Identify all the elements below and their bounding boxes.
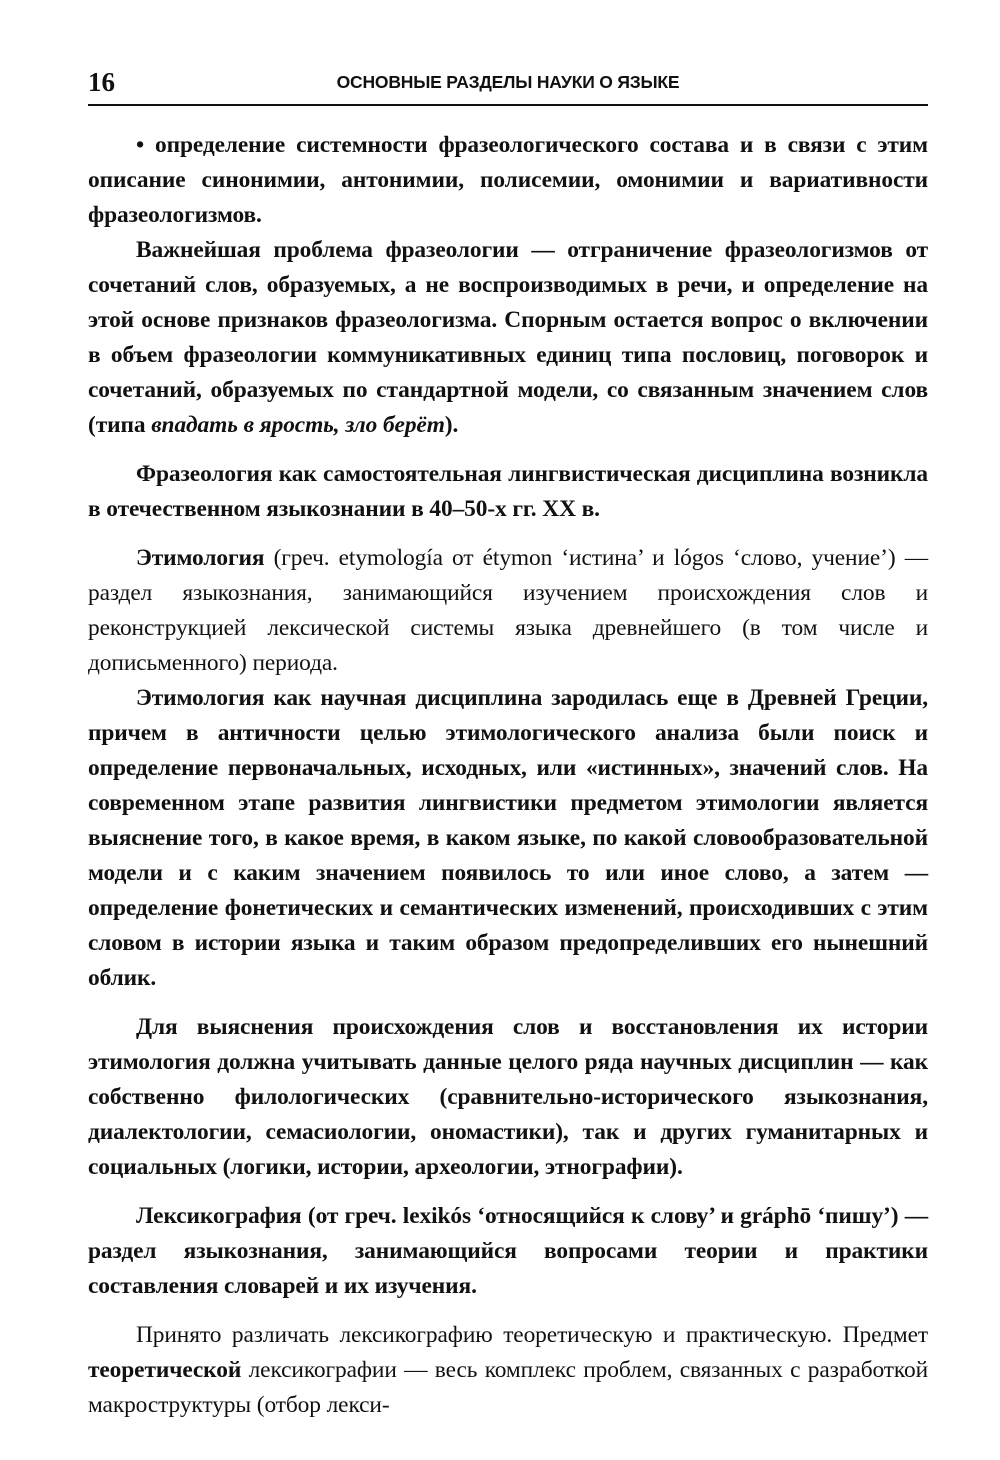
paragraph-phraseology-origin: Фразеология как самостоятельная лингвистическая дисциплина возникла в отечественном языкознании в 40–50-х гг. XX в.: [88, 461, 928, 522]
paragraph-etymology-definition: [88, 541, 928, 681]
page-number: 16: [88, 67, 115, 97]
running-title: ОСНОВНЫЕ РАЗДЕЛЫ НАУКИ О ЯЗЫКЕ: [336, 72, 680, 92]
paragraph-etymology-disciplines: Для выяснения происхождения слов и восстановления их истории этимология должна учитывать данные целого ряда научных дисциплин — как собственно филологических (сравнительно-исторического языкознания, диалектологии, семасиологии, ономастики), так и других гуманитарных и социальных (логики, истории, археологии, этнографии).: [88, 1014, 928, 1180]
paragraph-text: Принято различать лексикографию теоретическую и практическую. Предмет: [136, 1322, 928, 1348]
term-lexicography: Лексикография: [136, 1203, 302, 1229]
paragraph-bullet-systemicity: • определение системности фразеологического состава и в связи с этим описание синонимии, антонимии, полисемии, омонимии и вариативности фразеологизмов.: [88, 132, 928, 228]
definition-text: (греч. etymología от étymon ‘истина’ и lógos ‘слово, учение’) — раздел языкознания, занимающийся изучением происхождения слов и реконструкцией лексической системы языка древнейшего (в том числе и дописьменного) периода.: [88, 545, 928, 676]
term-etymology: Этимология: [136, 545, 265, 571]
body-text: [88, 128, 928, 1423]
paragraph-text: Важнейшая проблема фразеологии — отграничение фразеологизмов от сочетаний слов, образуемых, а не воспроизводимых в речи, и определение на этой основе признаков фразеологизма. Спорным остается вопрос о включении в объем фразеологии коммуникативных единиц типа пословиц, поговорок и сочетаний, образуемых по стандартной модели, со связанным значением слов (типа: [88, 237, 928, 438]
paragraph-lexicography-definition: [88, 1199, 928, 1304]
term-theoretical: теоретической: [88, 1357, 242, 1383]
example-phrases: впадать в ярость, зло берёт: [151, 412, 445, 438]
paragraph-text-end: лексикографии — весь комплекс проблем, связанных с разработкой макроструктуры (отбор лекси-: [88, 1357, 928, 1418]
paragraph-text-end: ).: [444, 412, 459, 438]
paragraph-etymology-history: Этимология как научная дисциплина зародилась еще в Древней Греции, причем в античности целью этимологического анализа были поиск и определение первоначальных, исходных, или «истинных», значений слов. На современном этапе развития лингвистики предметом этимологии является выяснение того, в какое время, в каком языке, по какой словообразовательной модели и с каким значением появилось то или иное слово, а затем — определение фонетических и семантических изменений, происходивших с этим словом в истории языка и таким образом предопределивших его нынешний облик.: [88, 685, 928, 991]
paragraph-phraseology-problem: [88, 233, 928, 443]
paragraph-lexicography-types: [88, 1318, 928, 1423]
definition-text: (от греч. lexikós ‘относящийся к слову’ и gráphō ‘пишу’) — раздел языкознания, занимающийся вопросами теории и практики составления словарей и их изучения.: [88, 1203, 928, 1299]
page-header: [88, 64, 928, 106]
